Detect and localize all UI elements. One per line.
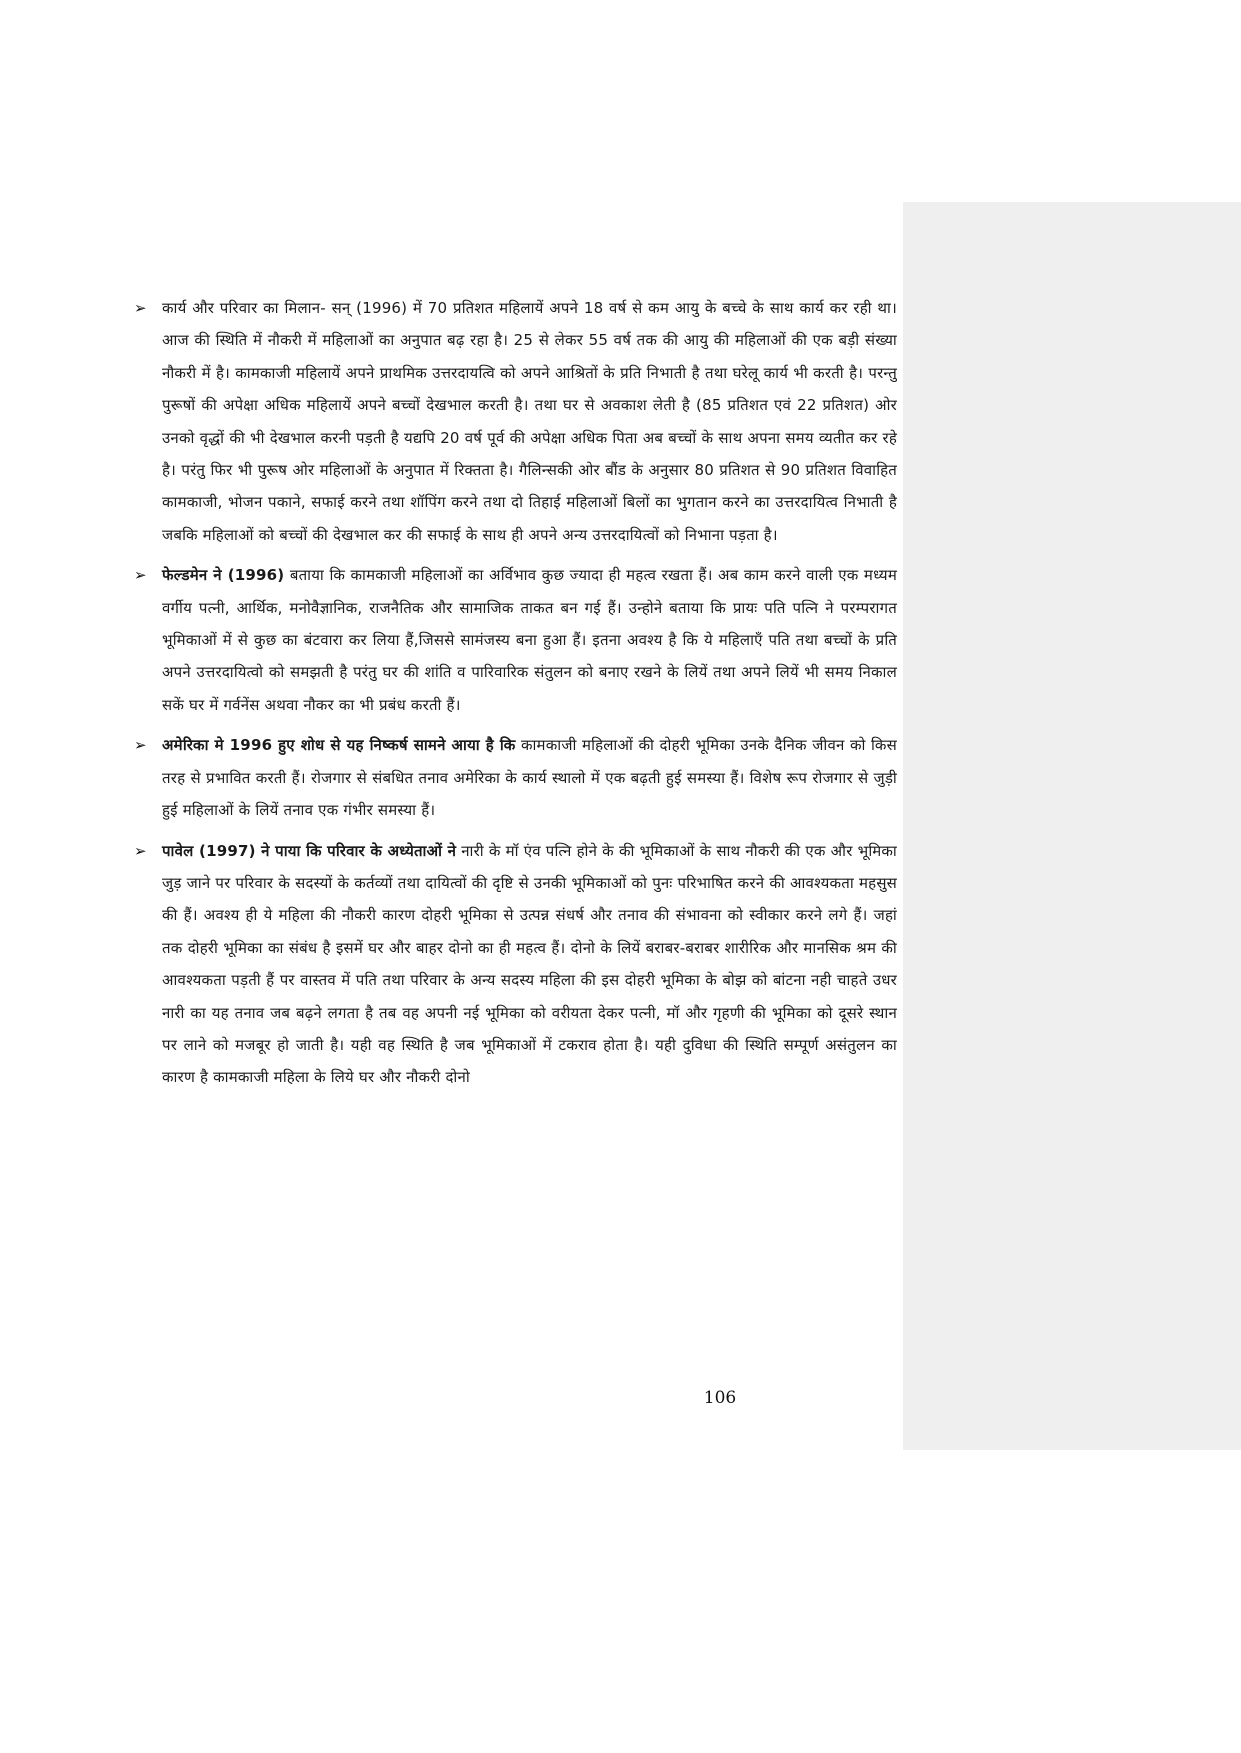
paragraph-lead: फेल्डमेन ने (1996) [162, 566, 285, 585]
arrow-bullet-icon: ➢ [134, 566, 147, 585]
arrow-bullet-icon: ➢ [134, 736, 147, 755]
bullet-paragraph-work-family [128, 292, 897, 551]
paragraph-text: बताया कि कामकाजी महिलाओं का अर्विभाव कुछ ज्यादा ही महत्व रखता हैं। अब काम करने वाली एक मध्यम वर्गीय पत्नी, आर्थिक, मनोवैज्ञानिक, राजनैतिक और सामाजिक ताकत बन गई हैं। उन्होने बताया कि प्रायः पति पत्नि ने परम्परागत भूमिकाओं में से कुछ का बंटवारा कर लिया हैं,जिससे सामंजस्य बना हुआ हैं। इतना अवश्य है कि ये महिलाएँ पति तथा बच्चों के प्रति अपने उत्तरदायित्वो को समझती है परंतु घर की शांति व पारिवारिक संतुलन को बनाए रखने के लियें तथा अपने लियें भी समय निकाल सकें घर में गर्वनेंस अथवा नौकर का भी प्रबंध करती हैं। [162, 566, 897, 714]
bullet-paragraph-america-research [128, 729, 897, 826]
bullet-paragraph-powell [128, 835, 897, 1094]
paragraph-text: कार्य और परिवार का मिलान- सन् (1996) में 70 प्रतिशत महिलायें अपने 18 वर्ष से कम आयु के बच्चे के साथ कार्य कर रही था। आज की स्थिति में नौकरी में महिलाओं का अनुपात बढ़ रहा है। 25 से लेकर 55 वर्ष तक की आयु की महिलाओं की एक बड़ी संख्या नौकरी में है। कामकाजी महिलायें अपने प्राथमिक उत्तरदायत्वि को अपने आश्रितों के प्रति निभाती है तथा घरेलू कार्य भी करती है। परन्तु पुरूषों की अपेक्षा अधिक महिलायें अपने बच्चों देखभाल करती है। तथा घर से अवकाश लेती है (85 प्रतिशत एवं 22 प्रतिशत) ओर उनको वृद्धों की भी देखभाल करनी पड़ती है यद्यपि 20 वर्ष पूर्व की अपेक्षा अधिक पिता अब बच्चों के साथ अपना समय व्यतीत कर रहे है। परंतु फिर भी पुरूष ओर महिलाओं के अनुपात में रिक्तता है। गैलिन्सकी ओर बौंड के अनुसार 80 प्रतिशत से 90 प्रतिशत विवाहित कामकाजी, भोजन पकाने, सफाई करने तथा शॉपिंग करने तथा दो तिहाई महिलाओं बिलों का भुगतान करने का उत्तरदायित्व निभाती है जबकि महिलाओं को बच्चों की देखभाल कर की सफाई के साथ ही अपने अन्य उत्तरदायित्वों को निभाना पड़ता है। [162, 299, 897, 544]
paragraph-lead: अमेरिका मे 1996 हुए शोध से यह निष्कर्ष सामने आया है कि [162, 736, 516, 755]
comment-margin-pane [903, 202, 1241, 1450]
document-body [128, 292, 897, 1102]
paragraph-lead: पावेल (1997) ने पाया कि परिवार के अध्येताओं ने [162, 841, 457, 860]
arrow-bullet-icon: ➢ [134, 299, 147, 317]
page-number: 106 [703, 1388, 737, 1408]
paragraph-text: नारी के मॉ एंव पत्नि होने के की भूमिकाओं के साथ नौकरी की एक और भूमिका जुड़ जाने पर परिवार के सदस्यों के कर्तव्यों तथा दायित्वों की दृष्टि से उनकी भूमिकाओं को पुनः परिभाषित करने की आवश्यकता महसुस की हैं। अवश्य ही ये महिला की नौकरी कारण दोहरी भूमिका से उत्पन्न संधर्ष और तनाव की संभावना को स्वीकार करने लगे हैं। जहां तक दोहरी भूमिका का संबंध है इसमें घर और बाहर दोनो का ही महत्व हैं। दोनो के लियें बराबर-बराबर शारीरिक और मानसिक श्रम की आवश्यकता पड़ती हैं पर वास्तव में पति तथा परिवार के अन्य सदस्य महिला की इस दोहरी भूमिका के बोझ को बांटना नही चाहते उधर नारी का यह तनाव जब बढ़ने लगता है तब वह अपनी नई भूमिका को वरीयता देकर पत्नी, मॉ और गृहणी की भूमिका को दूसरे स्थान पर लाने को मजबूर हो जाती है। यही वह स्थिति है जब भूमिकाओं में टकराव होता है। यही दुविधा की स्थिति सम्पूर्ण असंतुलन का कारण है कामकाजी महिला के लिये घर और नौकरी दोनो [162, 841, 897, 1087]
bullet-paragraph-feldman [128, 559, 897, 721]
arrow-bullet-icon: ➢ [134, 841, 147, 860]
paragraph-text: कामकाजी महिलाओं की दोहरी भूमिका उनके दैनिक जीवन को किस तरह से प्रभावित करती हैं। रोजगार से संबधित तनाव अमेरिका के कार्य स्थालो में एक बढ़ती हुई समस्या हैं। विशेष रूप रोजगार से जुड़ी हुई महिलाओं के लियें तनाव एक गंभीर समस्या हैं। [162, 736, 897, 820]
